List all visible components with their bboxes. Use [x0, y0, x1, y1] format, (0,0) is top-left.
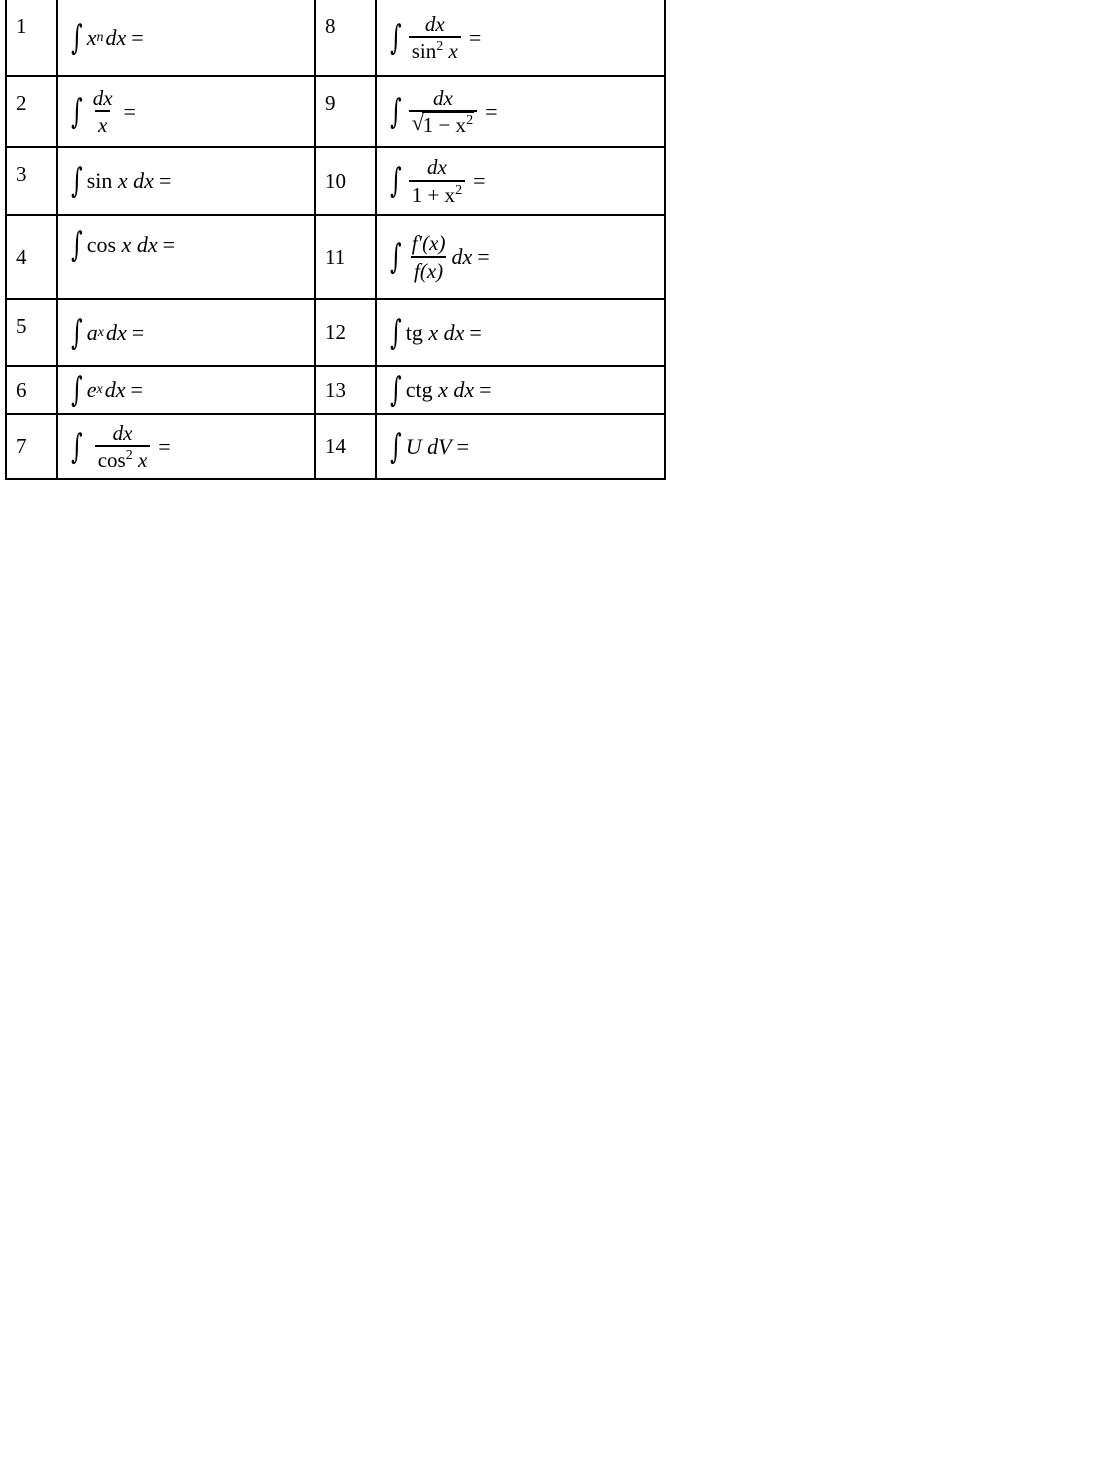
row-number: 8 — [315, 0, 376, 76]
integral-sign: ∫ — [71, 17, 83, 58]
table-row — [6, 0, 665, 76]
formula-log-derivative: ∫ $\frac{f'(x)}{f(x)}$ dx = — [390, 231, 490, 283]
table-row — [6, 147, 665, 215]
formula-arctg: ∫ $\frac{dx}{1 + x^2}$ = — [390, 155, 486, 207]
row-number: 14 — [315, 414, 376, 479]
formula-power: ∫ x n dx = — [71, 17, 144, 58]
table-row — [6, 366, 665, 414]
row-number: 5 — [6, 299, 57, 366]
formula-cell — [57, 366, 315, 414]
formula-arcsin: ∫ dx √ $1 - x^2$ = — [390, 85, 498, 137]
table-row — [6, 215, 665, 299]
formula-cell — [376, 366, 665, 414]
row-number: 13 — [315, 366, 376, 414]
integrals-table — [5, 0, 666, 480]
table-row — [6, 299, 665, 366]
formula-dx-over-cos2: ∫ $\frac{dx}{\cos^2 x}$ = — [71, 420, 171, 472]
row-number: 2 — [6, 76, 57, 147]
row-number: 9 — [315, 76, 376, 147]
formula-exponential-a: ∫ a x dx = — [71, 312, 145, 353]
row-number: 10 — [315, 147, 376, 215]
formula-cell — [57, 414, 315, 479]
formula-tg: ∫ tg x dx = — [390, 312, 482, 353]
formula-exponential-e: ∫ e x dx = — [71, 370, 143, 410]
formula-cell — [376, 76, 665, 147]
table-row — [6, 76, 665, 147]
formula-cos: ∫ cos x dx = — [71, 225, 175, 265]
formula-cell — [57, 147, 315, 215]
row-number: 6 — [6, 366, 57, 414]
formula-sin: ∫ sin x dx = — [71, 161, 172, 201]
formula-cell — [376, 414, 665, 479]
formula-cell — [376, 147, 665, 215]
row-number: 1 — [6, 0, 57, 76]
formula-dx-over-x: ∫ $\frac{dx}{x}$ = — [71, 85, 136, 137]
table-row — [6, 414, 665, 479]
row-number: 4 — [6, 215, 57, 299]
formula-cell — [376, 0, 665, 76]
formula-ctg: ∫ ctg x dx = — [390, 370, 492, 410]
formula-udv: ∫ U dV = — [390, 426, 469, 467]
formula-cell — [376, 215, 665, 299]
row-number: 3 — [6, 147, 57, 215]
formula-cell — [57, 76, 315, 147]
row-number: 12 — [315, 299, 376, 366]
row-number: 11 — [315, 215, 376, 299]
formula-dx-over-sin2: ∫ $\frac{dx}{\sin^2 x}$ = — [390, 11, 482, 63]
formula-cell — [57, 0, 315, 76]
formula-cell — [376, 299, 665, 366]
formula-cell — [57, 299, 315, 366]
row-number: 7 — [6, 414, 57, 479]
formula-cell — [57, 215, 315, 299]
